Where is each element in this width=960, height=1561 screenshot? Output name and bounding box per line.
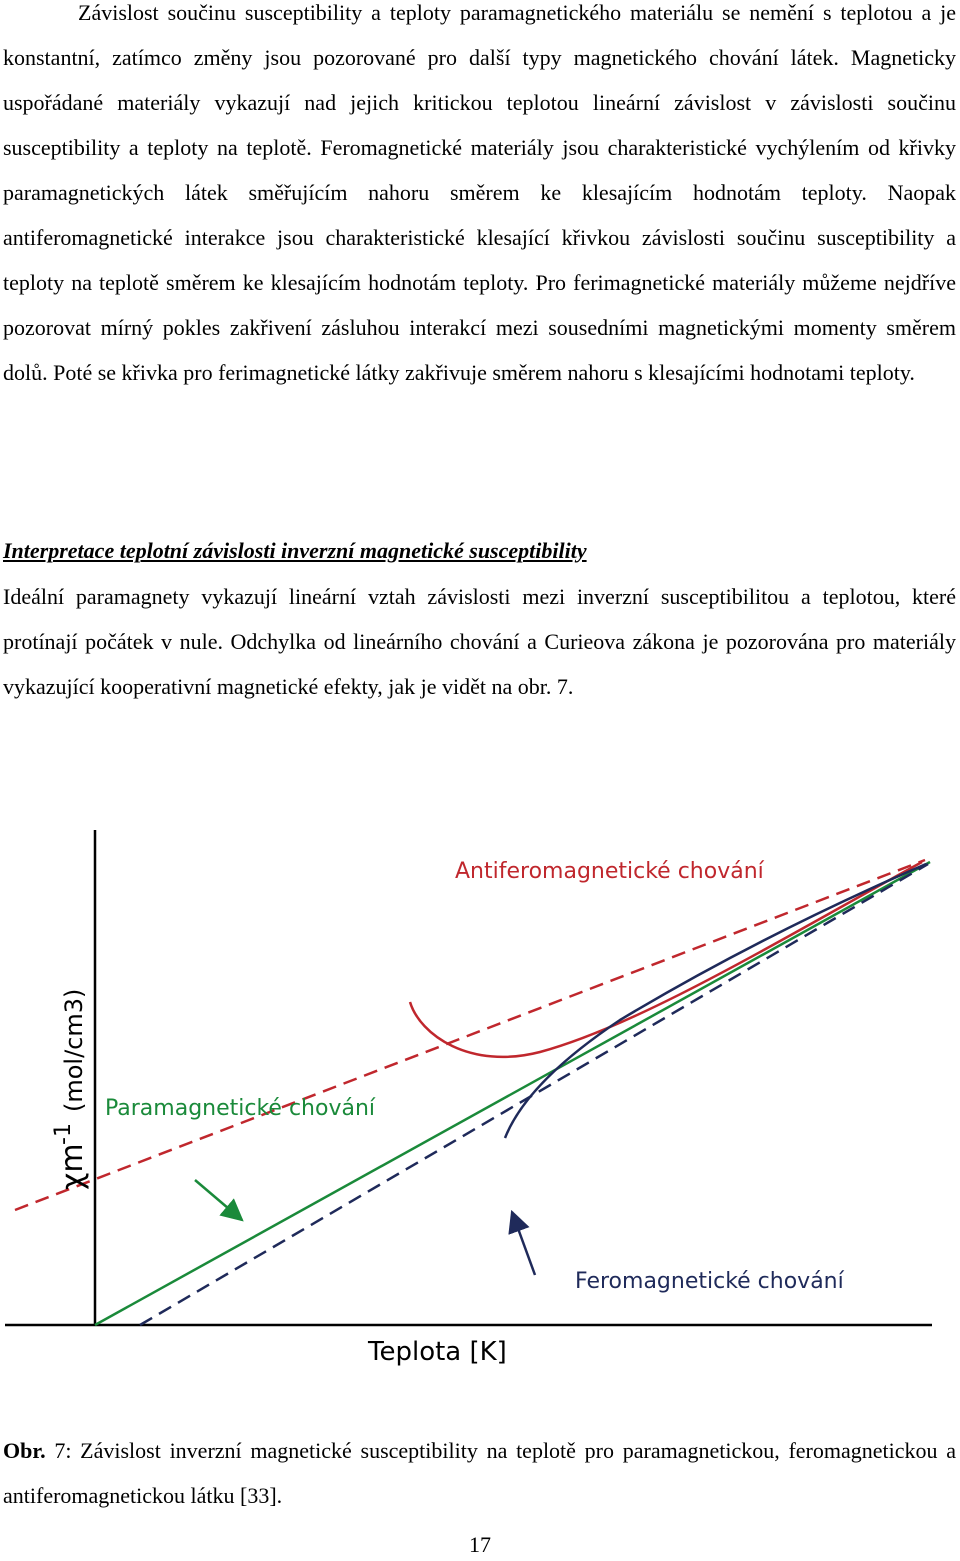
body-paragraph-1: Závislost součinu susceptibility a teploty paramagnetického materiálu se nemění s teplotou a je konstantní, zatímco změny jsou pozorované pro další typy magnetického chování látek. Magneticky uspořádané materiály vykazují nad jejich kritickou teplotou lineární závislost v závislosti součinu susceptibility a teploty na teplotě. Feromagnetické materiály jsou charakteristické vychýlením od křivky paramagnetických látek směřujícím nahoru směrem ke klesajícím hodnotám teploty. Naopak antiferomagnetické interakce jsou charakteristické klesající křivkou závislosti součinu susceptibility a teploty na teplotě směrem ke klesajícím hodnotám teploty. Pro ferimagnetické materiály můžeme nejdříve pozorovat mírný pokles zakřivení zásluhou interakcí mezi sousedními magnetickými momenty směrem dolů. Poté se křivka pro ferimagnetické látky zakřivuje směrem nahoru s klesajícími hodnotami teploty. (3, 0, 956, 385)
body-paragraph-2: Ideální paramagnety vykazují lineární vztah závislosti mezi inverzní susceptibilitou a teplotou, které protínají počátek v nule. Odchylka od lineárního chování a Curieova zákona je pozorována pro materiály vykazující kooperativní magnetické efekty, jak je vidět na obr. 7. (3, 584, 956, 699)
ferromagnetic-arrow (512, 1212, 535, 1275)
paramagnetic-line (95, 862, 930, 1325)
y-axis-label-main: χm (55, 1143, 90, 1190)
y-axis-label-exponent: -1 (51, 1123, 76, 1145)
antiferromagnetic-asymptote (15, 860, 925, 1210)
page-number: 17 (469, 1532, 491, 1557)
section-heading: Interpretace teplotní závislosti inverzní magnetické susceptibility (3, 538, 587, 563)
ferromagnetic-curve (505, 864, 926, 1138)
paramagnetic-arrow (195, 1180, 242, 1220)
caption-text: : Závislost inverzní magnetické susceptibility na teplotě pro paramagnetickou, feromagnetickou a antiferomagnetickou látku [33]. (3, 1438, 956, 1508)
x-axis-label: Teplota [K] (368, 1337, 507, 1367)
figure-7-diagram (0, 820, 960, 1380)
figure-caption (3, 1428, 956, 1518)
label-paramagnetic: Paramagnetické chování (105, 1096, 376, 1121)
caption-prefix: Obr. (3, 1438, 46, 1463)
y-axis-label (51, 989, 90, 1190)
label-antiferromagnetic: Antiferomagnetické chování (455, 859, 764, 884)
caption-number: 7 (54, 1438, 66, 1463)
label-ferromagnetic: Feromagnetické chování (575, 1269, 844, 1294)
ferromagnetic-asymptote (140, 864, 928, 1325)
y-axis-label-unit: (mol/cm3) (60, 988, 88, 1112)
